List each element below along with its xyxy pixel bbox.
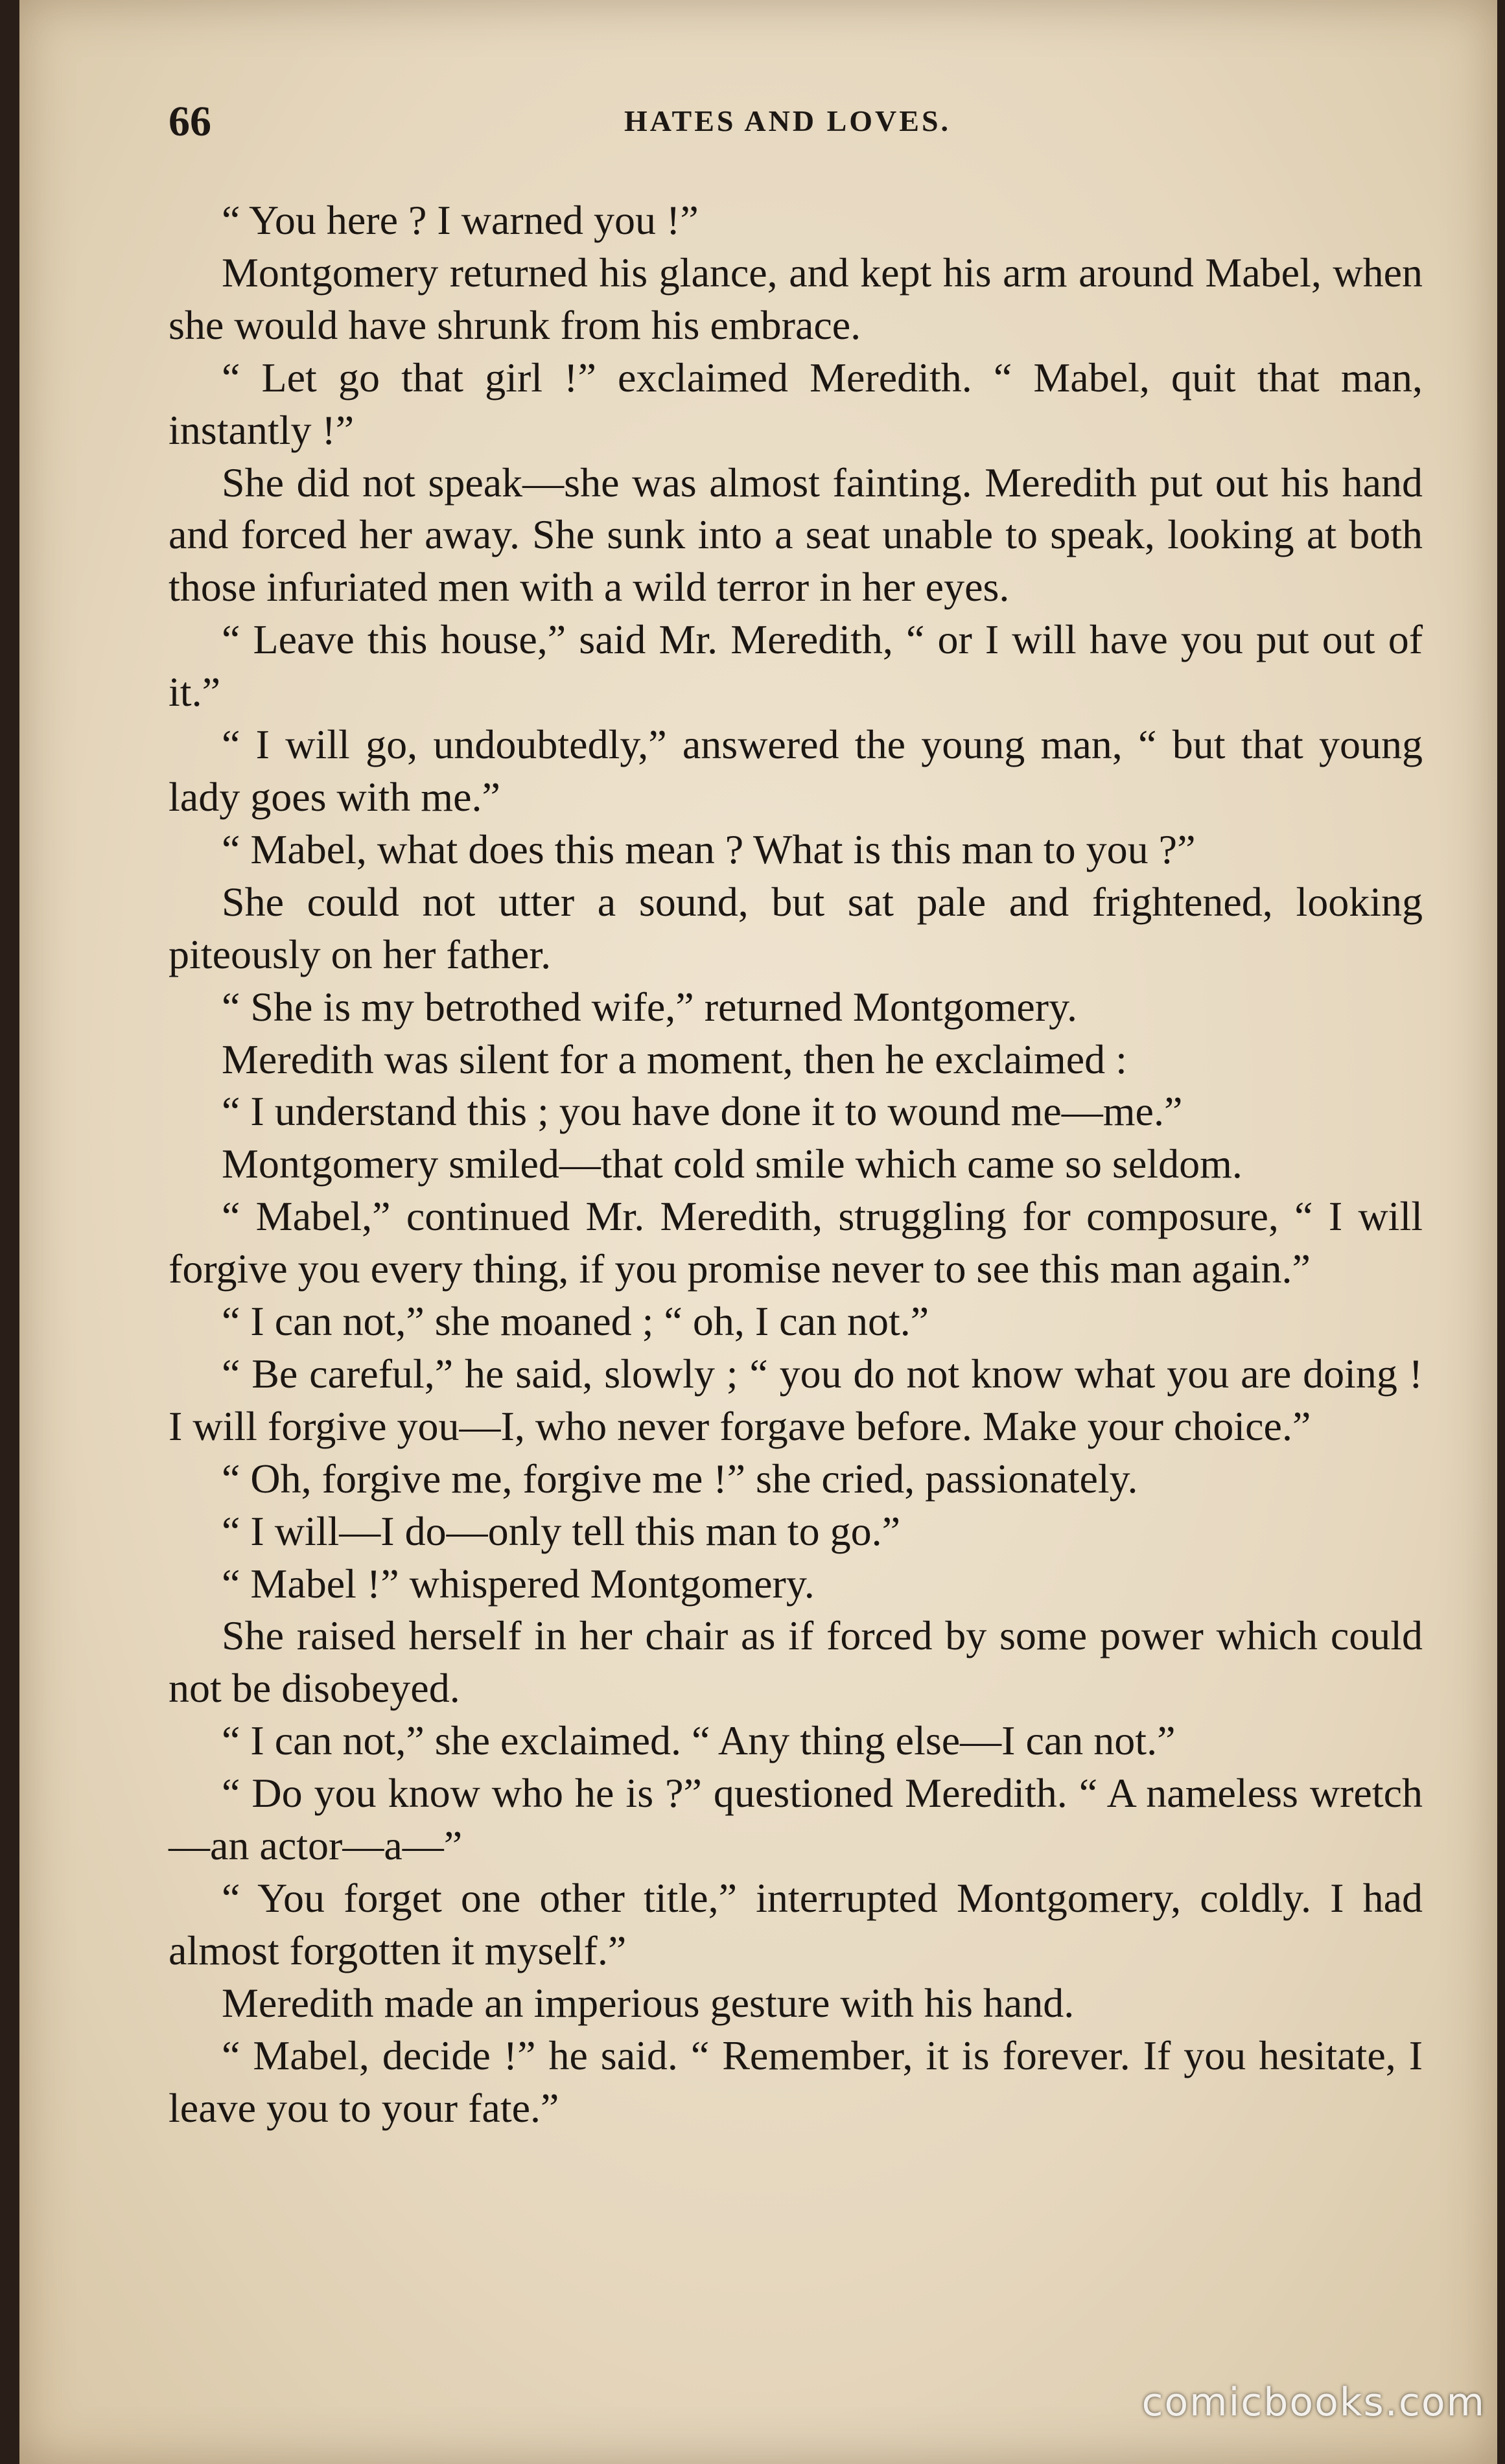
page-number: 66 [169, 98, 211, 145]
paragraph: “ I will—I do—only tell this man to go.” [222, 1507, 900, 1554]
paragraph: Montgomery returned his glance, and kept his arm around Mabel, when she would have shrunk from his embrace. [169, 249, 1423, 348]
paragraph: Meredith made an imperious gesture with his hand. [222, 1979, 1075, 2026]
paragraph: “ Mabel, what does this mean ? What is this man to you ?” [222, 826, 1196, 872]
paragraph: “ Let go that girl !” exclaimed Meredith. “ Mabel, quit that man, instantly !” [169, 354, 1423, 453]
watermark-logo: comicbooks.com [1141, 2380, 1486, 2425]
paragraph: “ Do you know who he is ?” questioned Meredith. “ A nameless wretch—an actor—a—” [169, 1770, 1423, 1869]
paragraph: Montgomery smiled—that cold smile which came so seldom. [222, 1141, 1242, 1187]
paragraph: “ You here ? I warned you !” [222, 197, 699, 243]
paragraph: “ I will go, undoubtedly,” answered the young man, “ but that young lady goes with me.” [169, 721, 1423, 820]
paragraph: “ You forget one other title,” interrupted Montgomery, coldly. I had almost forgotten it myself.” [169, 1875, 1423, 1973]
paragraph: She raised herself in her chair as if forced by some power which could not be disobeyed. [169, 1612, 1423, 1712]
book-page [19, 0, 1497, 2464]
paragraph: Meredith was silent for a moment, then he exclaimed : [222, 1036, 1127, 1082]
paragraph: “ I understand this ; you have done it to wound me—me.” [222, 1088, 1183, 1135]
paragraph: “ Be careful,” he said, slowly ; “ you do not know what you are doing ! I will forgive you—I, who never forgave before. Make your choice.” [169, 1350, 1423, 1449]
paragraph: “ Mabel !” whispered Montgomery. [222, 1560, 815, 1607]
paragraph: “ Oh, forgive me, forgive me !” she cried, passionately. [222, 1455, 1138, 1502]
paragraph: “ I can not,” she moaned ; “ oh, I can not.” [222, 1298, 929, 1345]
paragraph: “ I can not,” she exclaimed. “ Any thing else—I can not.” [222, 1717, 1176, 1764]
paragraph: “ Mabel, decide !” he said. “ Remember, it is forever. If you hesitate, I leave you to your fate.” [169, 2032, 1423, 2131]
running-head: HATES AND LOVES. [624, 104, 951, 137]
paragraph: She did not speak—she was almost fainting. Meredith put out his hand and forced her away. She sunk into a seat unable to speak, looking at both those infuriated men with a wild terror in her eyes. [169, 459, 1423, 610]
paragraph: “ She is my betrothed wife,” returned Montgomery. [222, 983, 1077, 1030]
page-header [149, 97, 1426, 156]
paragraph: “ Mabel,” continued Mr. Meredith, struggling for composure, “ I will forgive you every thing, if you promise never to see this man again.” [169, 1193, 1423, 1292]
paragraph: “ Leave this house,” said Mr. Meredith, “ or I will have you put out of it.” [169, 616, 1423, 715]
paragraph: She could not utter a sound, but sat pale and frightened, looking piteously on her father. [169, 878, 1423, 977]
body-text [169, 194, 1423, 2135]
